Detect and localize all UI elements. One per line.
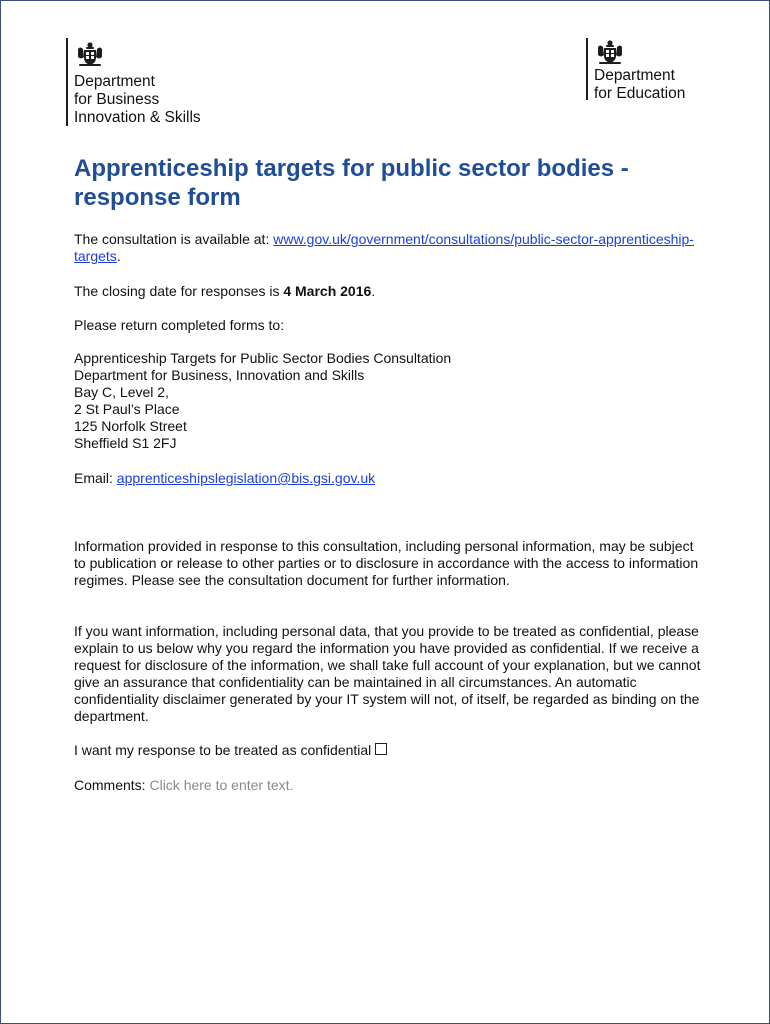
address-line: Department for Business, Innovation and Skills [74, 367, 365, 383]
email-paragraph [74, 470, 704, 487]
bis-logo-line: Innovation & Skills [74, 109, 201, 126]
comments-label: Comments: [74, 777, 150, 793]
bis-logo-text [74, 73, 201, 127]
confidential-option [74, 742, 704, 759]
comments-input[interactable]: Click here to enter text. [149, 777, 294, 793]
dfe-logo-text [594, 67, 685, 103]
address-line: Sheffield S1 2FJ [74, 435, 177, 451]
logo-divider-bar [586, 38, 588, 100]
consultation-paragraph [74, 231, 704, 265]
dfe-logo-line: Department [594, 67, 675, 84]
dfe-logo-line: for Education [594, 85, 686, 102]
address-line: Apprenticeship Targets for Public Sector Bodies Consultation [74, 350, 452, 366]
address-line: Bay C, Level 2, [74, 384, 169, 400]
address-line: 125 Norfolk Street [74, 418, 187, 434]
logo-divider-bar [66, 38, 68, 126]
confidentiality-paragraph: If you want information, including personal data, that you provide to be treated as confidential, please explain to us below why you regard the information you have provided as confidential. If we receive a request for disclosure of the information, we shall take full account of your explanation, but we cannot give an assurance that confidentiality can be maintained in all circumstances. An automatic confidentiality disclaimer generated by your IT system will not, of itself, be regarded as binding on the department. [74, 623, 701, 724]
closing-suffix: . [371, 283, 376, 299]
closing-prefix: The closing date for responses is [74, 283, 284, 299]
postal-address [74, 350, 704, 452]
email-link[interactable]: apprenticeshipslegislation@bis.gsi.gov.uk [116, 470, 376, 486]
confidential-checkbox[interactable] [375, 743, 387, 755]
consultation-prefix: The consultation is available at: [74, 231, 274, 247]
royal-crest-icon [75, 40, 105, 68]
confidential-checkbox-label: I want my response to be treated as confidential [74, 742, 372, 758]
royal-crest-icon [595, 38, 625, 66]
closing-date-paragraph [74, 283, 704, 300]
page-title: Apprenticeship targets for public sector bodies - response form [74, 155, 629, 211]
consultation-suffix: . [116, 248, 121, 264]
return-label: Please return completed forms to: [74, 317, 285, 333]
information-disclosure-paragraph: Information provided in response to this consultation, including personal information, may be subject to publication or release to other parties or to disclosure in accordance with the access to information regimes. Please see the consultation document for further information. [74, 538, 699, 588]
consultation-link[interactable]: www.gov.uk/government/consultations/public-sector-apprenticeship-targets [74, 231, 694, 264]
address-line: 2 St Paul’s Place [74, 401, 180, 417]
bis-logo-line: Department [74, 73, 155, 90]
bis-logo-line: for Business [74, 91, 160, 108]
comments-field [74, 777, 704, 794]
email-label: Email: [74, 470, 117, 486]
closing-date: 4 March 2016 [283, 283, 372, 299]
